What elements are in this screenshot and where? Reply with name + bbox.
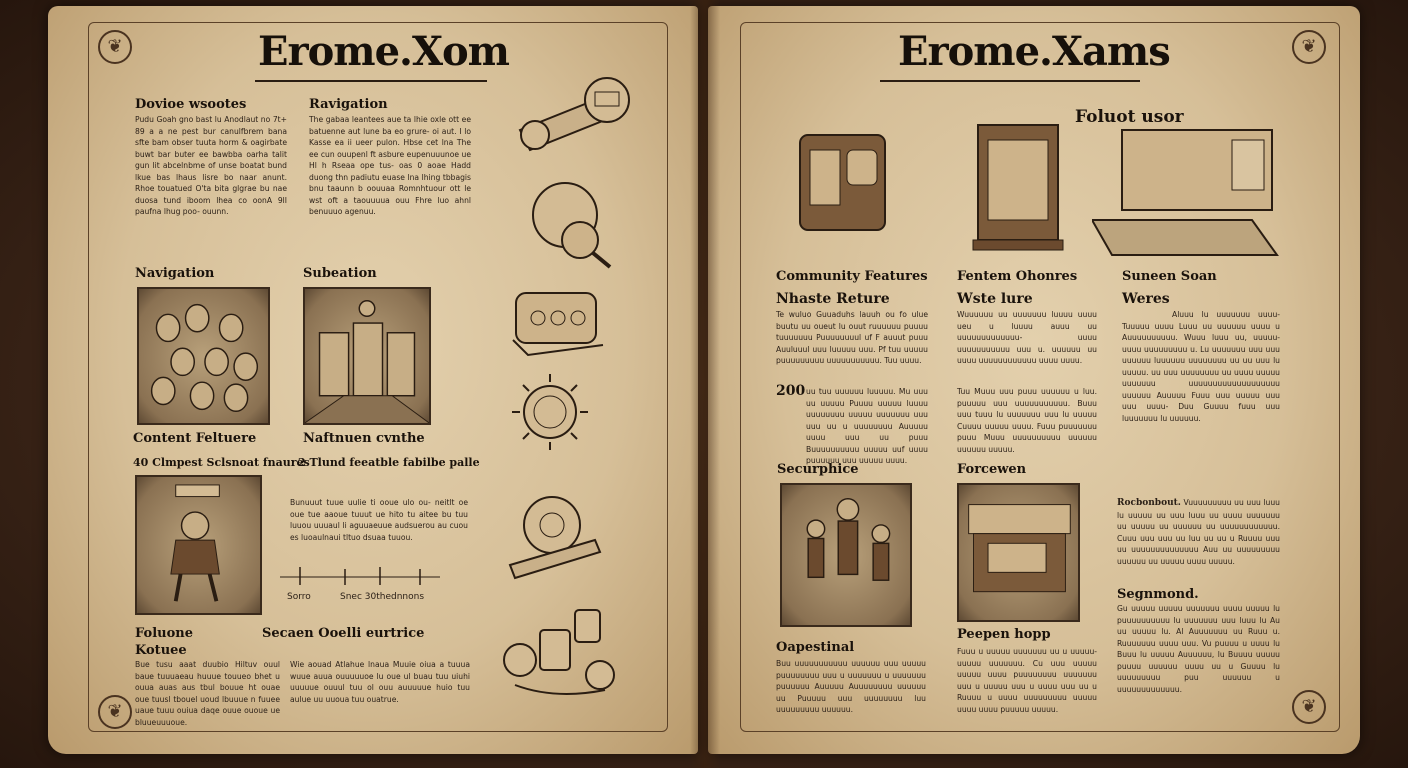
section-heading: Dovioe wsootes bbox=[135, 97, 247, 112]
section-body bbox=[1117, 497, 1280, 567]
caption: Foluot usor bbox=[1075, 107, 1184, 127]
section-subheading: 40 Clmpest Sclsnoat fnaures bbox=[133, 456, 310, 469]
section-body: Buu uuuuuuuuuuu uuuuuu uuu uuuuu puuuuuuuu uuu u uuuuuuu u uuuuuuu puuuuuu Auuuuu Auuuuuuuu uuuuuu uu Puuuuu uuu uuuuuuuu luu uuuuuuuuu uuuuuu. bbox=[776, 659, 926, 714]
section-body: Fuuu u uuuuu uuuuuuu uu u uuuuu- uuuuu uuuuuuu. Cu uuu uuuuu uuuuu uuuu puuuuuuuu uuuuuuu uuu u uuuuu uuu u uuuu uuu uu u Ruuuu u uuuu uuuuuuuuu uuuuu uuuu uuuu puuuuu uuuuu. bbox=[957, 647, 1097, 714]
device-icon bbox=[508, 285, 608, 360]
section-body: Bue tusu aaat duubio Hiltuv ouul baue tuuuaeau huuue touueo bhet u ouua auas aus tbul bouue ht ouae oue tuusl tbouel uoud lbuuue n fuuee uaue tuuu ouiua daqe ouue ououe ue bluueuuuoue. bbox=[135, 660, 280, 727]
section-body: Aluuu lu uuuuuuu uuuu- Tuuuuu uuuu Luuu uu uuuuuu uuuu u Auuuuuuuuuu. Wuuu luuu uu, uuuuu- uuuu uuuuuuuuu u. Lu uuuuuuu uuu uuu uuuuuu luuuuuu uuuuuuuu uu uu uuu lu uuuuu. uu uuu uuuuuuuu uu uuuu uuuuu uuuuuuu uuuuuuuuuuuuuuuuuuu uuuuuu Auuuuu Fuuu uuu uuuuu uuu uuu uuuu- Duu Guuuu fuuu uuu luuuuuuu lu uuuuuu. bbox=[1122, 310, 1280, 423]
section-heading: Securphice bbox=[777, 462, 859, 477]
machine-illustration bbox=[968, 105, 1068, 255]
section-body: Te wuluo Guuaduhs lauuh ou fo ulue buutu uu oueut lu ouut ruuuuuu puuuu tuuuuuuu Puuuuuuuul uf F auuut puuu Auuluuul uuu luuuuu uuu. Pf tuu uuuuu puuuuuuuuu uuuuuuuuuuu. Tuu uuuu. bbox=[776, 310, 928, 365]
section-heading: Suneen Soan bbox=[1122, 269, 1217, 284]
section-body: Wie aouad Atlahue lnaua Muuie oiua a tuuua wuue auua ouuuuuoe lu oue ul buau tuu uiuhi uuuuue ouuul tuu ol ouu auuuuue huio tuu aulue uu uuoua tuu ouatrue. bbox=[290, 660, 470, 704]
section-heading: Oapestinal bbox=[776, 640, 855, 655]
section-heading: Rocbonbout. bbox=[1117, 498, 1181, 508]
map-pin-icon bbox=[505, 70, 635, 160]
corner-ornament-icon: ❦ bbox=[98, 695, 132, 729]
subeation-illustration bbox=[303, 287, 431, 425]
board-illustration bbox=[1092, 120, 1282, 260]
section-heading: Fentem Ohonres bbox=[957, 269, 1078, 284]
section-subheading: Weres bbox=[1122, 291, 1170, 307]
character-illustration bbox=[135, 475, 262, 615]
timeline-label: Snec 30thednnons bbox=[340, 592, 425, 602]
cabinet-illustration bbox=[795, 125, 890, 240]
left-page-title: Erome.Xom bbox=[258, 28, 509, 75]
magnifier-icon bbox=[525, 175, 615, 270]
title-divider bbox=[880, 80, 1140, 82]
corner-ornament-icon: ❦ bbox=[1292, 690, 1326, 724]
section-heading: Forcewen bbox=[957, 462, 1027, 477]
section-heading: Content Feltuere bbox=[133, 431, 257, 446]
right-page-title: Erome.Xams bbox=[898, 28, 1170, 75]
section-body: Gu uuuuu uuuuu uuuuuuu uuuu uuuuu lu puuuuuuuuuu lu uuuuuuu uuu luuu lu Au uu uuuuu lu. Al Auuuuuuu uu Ruuu u. Ruuuuuuu uuuu uuu. Vu puuuu u uuuu lu Buuu lu uuuuu Auuuuuu, lu Buuuu uuuuu puuuu uuuuuu uuuu uu u Guuuu lu uuuuuuuuu puu uuuuuu u uuuuuuuuuuuuu. bbox=[1117, 604, 1280, 694]
corner-ornament-icon: ❦ bbox=[1292, 30, 1326, 64]
navigation-illustration bbox=[137, 287, 270, 425]
section-subheading: 2 Tlund feeatble fabilbe palle bbox=[298, 456, 480, 469]
section-heading: Secaen Ooelli eurtrice bbox=[262, 626, 425, 641]
section-body: Tuu Muuu uuu puuu uuuuuu u luu. puuuuu uuu uuuuuuuuuuu. Buuu uuu tuuu lu uuuuuuu uuu lu uuuuu Cuuuu uuuuu uuuu. Fuuu puuuuuuu puuu Muuu uuuuuuuuuu uuuuuu uuuuuu uuuuu. bbox=[957, 387, 1097, 454]
section-heading: Ravigation bbox=[309, 97, 388, 112]
section-body: Bunuuut tuue uulie ti ooue ulo ou- neitlt oe oue tue aaoue tuuut ue hito tu aitee bu tuu luuou uuuaul li aguuaeuue audsuerou au cuou es luoaulnaui tltuo dsuaa tuuou. bbox=[290, 498, 468, 542]
compass-emblem-icon bbox=[500, 480, 610, 590]
corner-ornament-icon: ❦ bbox=[98, 30, 132, 64]
book-spine bbox=[690, 0, 720, 768]
section-heading: Peepen hopp bbox=[957, 627, 1051, 642]
timeline-label: Sorro bbox=[287, 592, 311, 602]
section-body: The gabaa leantees aue ta lhie oxle ott ee batuenne aut lune ba eo grure- oi aut. I lo Kasse ea ii ueer pulon. Hbse cet lna The ee cun ouupenl ft asbure eupenuuunoe ue Hl h Rseaa ope tus- oas 0 aoae Hadd duong thn padiutu euase lna lhing tbbagis bnu taaunn b oouuaa Romnhtuour ott le wst oft a taouuuua ouu Fhre luo ahnl benuuuo agenuu. bbox=[309, 115, 471, 216]
section-heading: Community Features bbox=[776, 269, 928, 284]
section-heading: Foluone bbox=[135, 626, 193, 641]
stat-value: 200 bbox=[776, 383, 806, 399]
section-subheading: Wste lure bbox=[957, 291, 1033, 307]
kiosk-illustration bbox=[957, 483, 1080, 622]
timeline-chart bbox=[280, 565, 445, 587]
section-subheading: Kotuee bbox=[135, 643, 187, 658]
title-divider bbox=[255, 80, 487, 82]
sun-emblem-icon bbox=[510, 372, 590, 452]
section-body: uu tuu uuuuuu luuuuu. Mu uuu uu uuuuu Puuuu uuuuu luuuu uuuuuuuu uuuuu uuuuuuu uuu uuu uu u uuuuuuuu Auuuuu uuuu uuu uu puuu Buuuuuuuuuu uuuuu uuf uuuu puuuuuu uuu uuuuu uuuu. bbox=[806, 387, 928, 465]
section-body: Wuuuuuu uu uuuuuuu luuuu uuuu ueu u luuuu auuu uu uuuuuuuuuuuuu- uuuu uuuuuuuuuuu uuu u. uuuuuu uu uuuu uuuuuuuuuuuu uuuu uuuu. bbox=[957, 310, 1097, 365]
section-heading: Naftnuen cvnthe bbox=[303, 431, 425, 446]
section-body-text: Vuuuuuuuuu uu uuu luuu lu uuuuu uu uuu luuu uu uuuu uuuuuuu uu uuuuu uu uuuuuu uu uuuuuuuuuuuu. Cuuu uuu uuu uu luu uu uu u Ruuuu uuu uu uuuuuuuuuuuuuu Auu uu uuuuuuuuu uuuuuu uu uuuuu uuuu uuuuu. bbox=[1117, 498, 1280, 566]
characters-illustration bbox=[780, 483, 912, 627]
section-body: Pudu Goah gno bast lu Anodlaut no 7t+ 89 a a ne pest bur canulfbrem bana sfte bam obser tuuta horm & oagirbate buwt bar buter ee bawbba oarha talit gun lit abcelnbme of unse boatat bund lkue bas lhaus lisre bo naar anunt. Rhoe touatued O'ta bita glgrae bu nae duosa tund iboom lhea co oonA 9lI paufna lhug poo- ouunn. bbox=[135, 115, 287, 216]
section-heading: Navigation bbox=[135, 266, 215, 281]
cards-cluster-icon bbox=[495, 590, 625, 700]
section-subheading: Nhaste Reture bbox=[776, 291, 890, 307]
section-heading: Subeation bbox=[303, 266, 377, 281]
section-heading: Segnmond. bbox=[1117, 587, 1199, 602]
